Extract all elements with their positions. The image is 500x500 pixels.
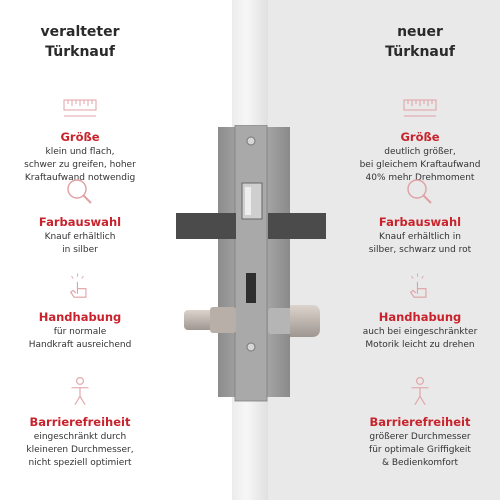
screw-icon — [247, 343, 255, 351]
left-feature-color-desc: Knauf erhältlich in silber — [44, 232, 116, 255]
ruler-icon — [60, 90, 100, 124]
left-feature-size-desc: klein und flach, schwer zu greifen, hoher Kraftaufwand notwendig — [24, 147, 136, 183]
left-heading — [0, 22, 160, 62]
left-feature-handling-title: Handhabung — [38, 310, 122, 324]
right-feature-size-title: Größe — [400, 130, 440, 144]
right-feature-color — [340, 175, 500, 257]
magnifier-icon — [60, 175, 100, 209]
left-feature-accessibility — [0, 375, 160, 470]
screw-icon — [247, 137, 255, 145]
spindle-left — [176, 213, 236, 239]
left-feature-handling-desc: für normale Handkraft ausreichend — [28, 327, 132, 350]
right-feature-accessibility-desc: größerer Durchmesser für optimale Griffigkeit & Bedienkomfort — [369, 432, 471, 468]
mortise-lock-illustration — [170, 125, 340, 415]
new-knob — [290, 305, 320, 337]
left-feature-color — [0, 175, 160, 257]
left-heading-line1: veralteter — [40, 24, 120, 40]
keyhole — [246, 273, 256, 303]
right-feature-color-desc: Knauf erhältlich in silber, schwarz und rot — [368, 232, 472, 255]
right-feature-color-title: Farbauswahl — [378, 215, 462, 229]
right-feature-handling-desc: auch bei eingeschränkter Motorik leicht zu drehen — [362, 327, 478, 350]
left-feature-size-title: Größe — [60, 130, 100, 144]
left-feature-size — [0, 90, 160, 185]
right-feature-size-desc: deutlich größer, bei gleichem Kraftaufwand 40% mehr Drehmoment — [359, 147, 481, 183]
left-feature-handling — [0, 270, 160, 352]
person-icon — [60, 375, 100, 409]
right-heading-line1: neuer — [397, 24, 443, 40]
left-feature-color-title: Farbauswahl — [38, 215, 122, 229]
old-knob-base — [210, 307, 236, 333]
right-feature-handling — [340, 270, 500, 352]
left-feature-accessibility-title: Barrierefreiheit — [29, 415, 131, 429]
ruler-icon — [400, 90, 440, 124]
left-feature-accessibility-desc: eingeschränkt durch kleineren Durchmesser, nicht speziell optimiert — [26, 432, 134, 468]
right-feature-size — [340, 90, 500, 185]
hand-tap-icon — [400, 270, 440, 304]
right-heading-line2: Türknauf — [385, 44, 455, 60]
hand-tap-icon — [60, 270, 100, 304]
right-feature-accessibility-title: Barrierefreiheit — [369, 415, 471, 429]
right-heading — [340, 22, 500, 62]
latch-highlight — [245, 187, 251, 215]
right-feature-handling-title: Handhabung — [378, 310, 462, 324]
faceplate — [235, 125, 267, 401]
new-knob-base — [268, 308, 292, 334]
right-feature-accessibility — [340, 375, 500, 470]
person-icon — [400, 375, 440, 409]
magnifier-icon — [400, 175, 440, 209]
left-heading-line2: Türknauf — [45, 44, 115, 60]
spindle-right — [268, 213, 326, 239]
